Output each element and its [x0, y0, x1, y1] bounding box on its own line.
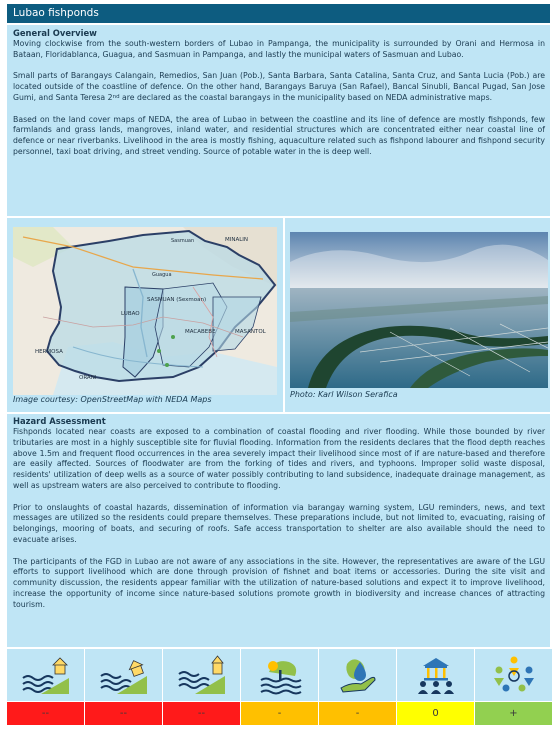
indicator-cell-3	[163, 649, 240, 701]
map-panel	[7, 218, 283, 412]
map-label-masantol: MASANTOL	[235, 329, 266, 335]
community-institution-icon	[411, 654, 461, 696]
hazard-assessment-section	[7, 414, 550, 647]
score-cell-4: -	[241, 702, 318, 725]
map-label-guagua: Guagua	[152, 272, 172, 278]
indicator-cell-1	[7, 649, 84, 701]
score-cell-1: --	[7, 702, 84, 725]
people-circle-icon	[489, 654, 539, 696]
map-label-macabebe: MACABEBE	[185, 329, 216, 335]
score-cell-2: --	[85, 702, 162, 725]
score-cell-6: 0	[397, 702, 474, 725]
map-label-orani: ORANI	[79, 375, 97, 381]
hand-water-drop-icon	[333, 654, 383, 696]
overview-paragraph-2-part-b: are declared as the coastal barangays in the municipality based on NEDA administrative maps.	[119, 92, 493, 102]
overview-heading: General Overview	[13, 28, 97, 38]
overview-paragraph-3: Based on the land cover maps of NEDA, the area of Lubao in between the coastline and its line of defence are mostly fishponds, few farmlands and grass lands, mangroves, inland water, and residential structures which are concentrated either near coastal line of defence or near riverbanks. Livelihood in the area is mostly fishing, aquaculture related such as fishpond labourer and fishpond security personnel, taxi boat driving, and street vending. Source of potable water in the is deep well.	[13, 114, 545, 156]
indicator-cell-6	[397, 649, 474, 701]
score-cell-7: +	[475, 702, 552, 725]
image-row	[7, 218, 550, 412]
page-title: Lubao fishponds	[7, 4, 550, 23]
overview-paragraph-2	[13, 71, 545, 103]
map-label-sasmuan-top: Sasmuan	[171, 238, 195, 244]
hazard-paragraph-1: Fishponds located near coasts are exposed to a combination of coastal flooding and river flooding. While those bounded by river tributaries are most in a highly susceptible site for fluvial flooding. Information from the residents declares that the flood depth reaches above 1.5m and frequent flood occurrences in the area severely impact their livelihood since most of if are nature-based and therefore are easily affected. Sources of floodwater are from the forking of tides and rivers, and typhoons. Improper solid waste disposal, residents' utilization of deep wells as a source of water possibly contributing to land subsidence, inadequate drainage management, as well as upstream waters are also perceived to contribute to flooding.	[13, 427, 545, 490]
score-cell-5: -	[319, 702, 396, 725]
aerial-fishpond-photo	[290, 232, 548, 388]
score-cell-3: --	[163, 702, 240, 725]
wave-house-tilted-icon	[99, 654, 149, 696]
superscript: nd	[112, 93, 120, 100]
general-overview-section	[7, 25, 550, 216]
map-label-hermosa: HERMOSA	[35, 349, 63, 355]
location-map	[13, 227, 277, 395]
overview-paragraph-2-part-a: Small parts of Barangays Calangain, Remedios, San Juan (Pob.), Santa Barbara, Santa Catalina, Santa Cruz, and Santa Lucia (Pob.) are located outside of the coastline of defence. On the other hand, Barangays Baruya (San Rafael), Bancal Sinubli, Bancal Pugad, San Jose Gumi, and Santa Teresa 2	[13, 71, 545, 102]
indicator-cell-7	[475, 649, 552, 701]
map-label-sasmuan: SASMUAN (Sexmoan)	[147, 297, 207, 303]
ecosystem-mangrove-icon	[255, 654, 305, 696]
map-label-lubao: LUBAO	[121, 311, 140, 317]
photo-panel	[285, 218, 550, 412]
hazard-heading: Hazard Assessment	[13, 416, 106, 426]
indicator-score-row	[7, 702, 550, 725]
indicator-cell-4	[241, 649, 318, 701]
wave-house-dark-icon	[177, 654, 227, 696]
indicator-cell-5	[319, 649, 396, 701]
wave-house-flood-icon	[21, 654, 71, 696]
map-caption: Image courtesy: OpenStreetMap with NEDA Maps	[13, 395, 212, 404]
overview-paragraph-1: Moving clockwise from the south-western borders of Lubao in Pampanga, the municipality is surrounded by Orani and Hermosa in Bataan, Floridablanca, Guagua, and Sasmuan in Pampanga, and lastly the municipal waters of Sasmuan and Lubao.	[13, 39, 545, 59]
map-label-minalin: MINALIN	[225, 237, 249, 243]
hazard-paragraph-3: The participants of the FGD in Lubao are not aware of any associations in the site. However, the representatives are aware of the LGU efforts to support livelihood which are done through provision of fishnet and boat items or accessories. During the site visit and community discussion, the residents appear familiar with the utilization of nature-based solutions and expect it to improve livelihood, increase the opportunity of income since nature-based solutions promote growth in biodiversity and increase chances of attracting tourism.	[13, 556, 545, 609]
indicator-cell-2	[85, 649, 162, 701]
photo-caption: Photo: Karl Wilson Serafica	[290, 390, 398, 399]
indicator-icon-row	[7, 649, 550, 701]
hazard-paragraph-2: Prior to onslaughts of coastal hazards, dissemination of information via barangay warning system, LGU reminders, news, and text messages are utilized so the residents could prepare themselves. These preparations include, but not limited to, evacuating, raising of belongings, mooring of boats, and securing of roofs. Safe access transportation to shelter are also available should the need to evacuate arises.	[13, 502, 545, 544]
